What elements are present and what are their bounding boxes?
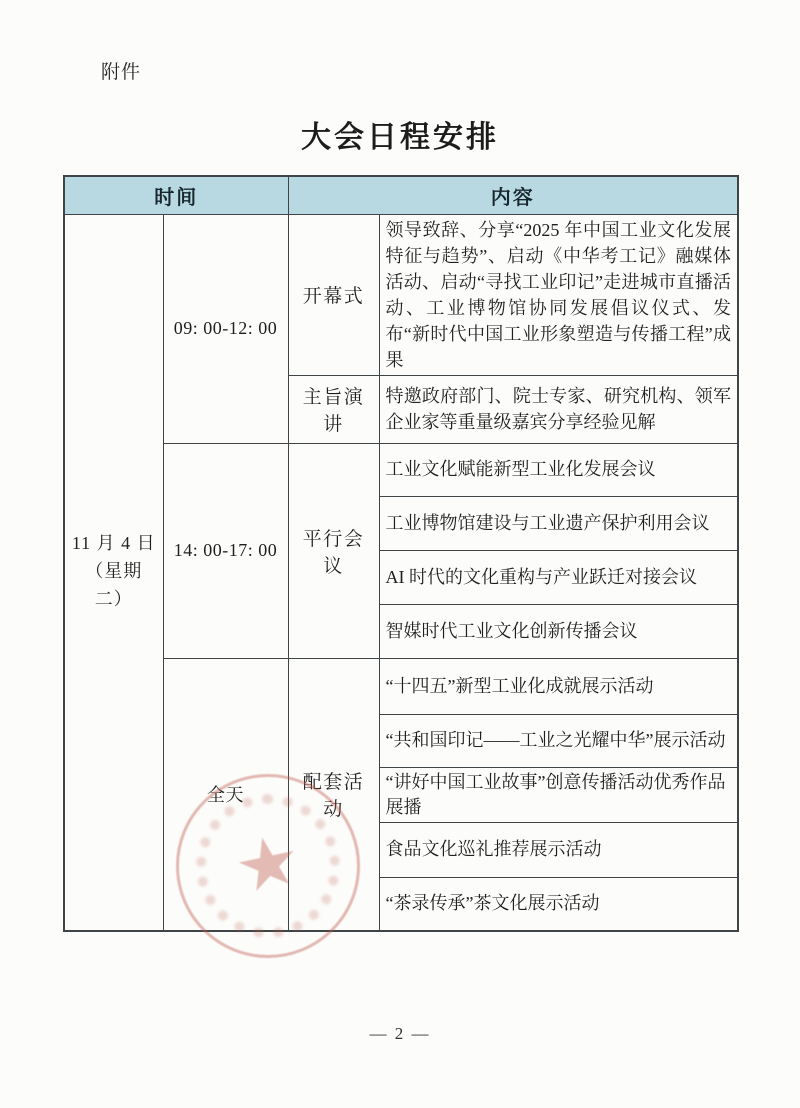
date-line1: 11 月 4 日: [71, 533, 156, 554]
time-cell-afternoon: 14: 00-17: 00: [163, 443, 288, 658]
content-support-2: “共和国印记——工业之光耀中华”展示活动: [379, 714, 738, 767]
category-parallel-meetings: 平行会议: [288, 443, 379, 658]
page-title: 大会日程安排: [301, 121, 499, 154]
content-parallel-3: AI 时代的文化重构与产业跃迁对接会议: [379, 550, 738, 604]
table-header-row: [64, 176, 738, 214]
content-parallel-2: 工业博物馆建设与工业遗产保护利用会议: [379, 496, 738, 550]
page-number: — 2 —: [369, 1024, 431, 1043]
content-support-3: “讲好中国工业故事”创意传播活动优秀作品展播: [379, 767, 738, 822]
category-supporting-activities: 配套活动: [288, 658, 379, 931]
content-opening-ceremony: 领导致辞、分享“2025 年中国工业文化发展特征与趋势”、启动《中华考工记》融媒体活动、启动“寻找工业印记”走进城市直播活动、工业博物馆协同发展倡议仪式、发布“新时代中国工业形象塑造与传播工程”成果: [379, 214, 738, 375]
schedule-table: [63, 175, 739, 932]
table-row: [64, 443, 738, 496]
content-keynote: 特邀政府部门、院士专家、研究机构、领军企业家等重量级嘉宾分享经验见解: [379, 375, 738, 443]
date-cell: [64, 214, 163, 931]
content-parallel-1: 工业文化赋能新型工业化发展会议: [379, 443, 738, 496]
header-content: 内容: [288, 176, 738, 214]
time-cell-morning: 09: 00-12: 00: [163, 214, 288, 443]
content-support-4: 食品文化巡礼推荐展示活动: [379, 822, 738, 877]
content-parallel-4: 智媒时代工业文化创新传播会议: [379, 604, 738, 658]
category-opening-ceremony: 开幕式: [288, 214, 379, 375]
header-time: 时间: [64, 176, 288, 214]
table-row: [64, 214, 738, 375]
category-keynote: 主旨演讲: [288, 375, 379, 443]
content-support-5: “茶录传承”茶文化展示活动: [379, 877, 738, 931]
table-row: [64, 658, 738, 714]
date-line2: （星期二）: [85, 561, 143, 610]
time-cell-allday: 全天: [163, 658, 288, 931]
attachment-label: 附件: [101, 62, 142, 83]
content-support-1: “十四五”新型工业化成就展示活动: [379, 658, 738, 714]
